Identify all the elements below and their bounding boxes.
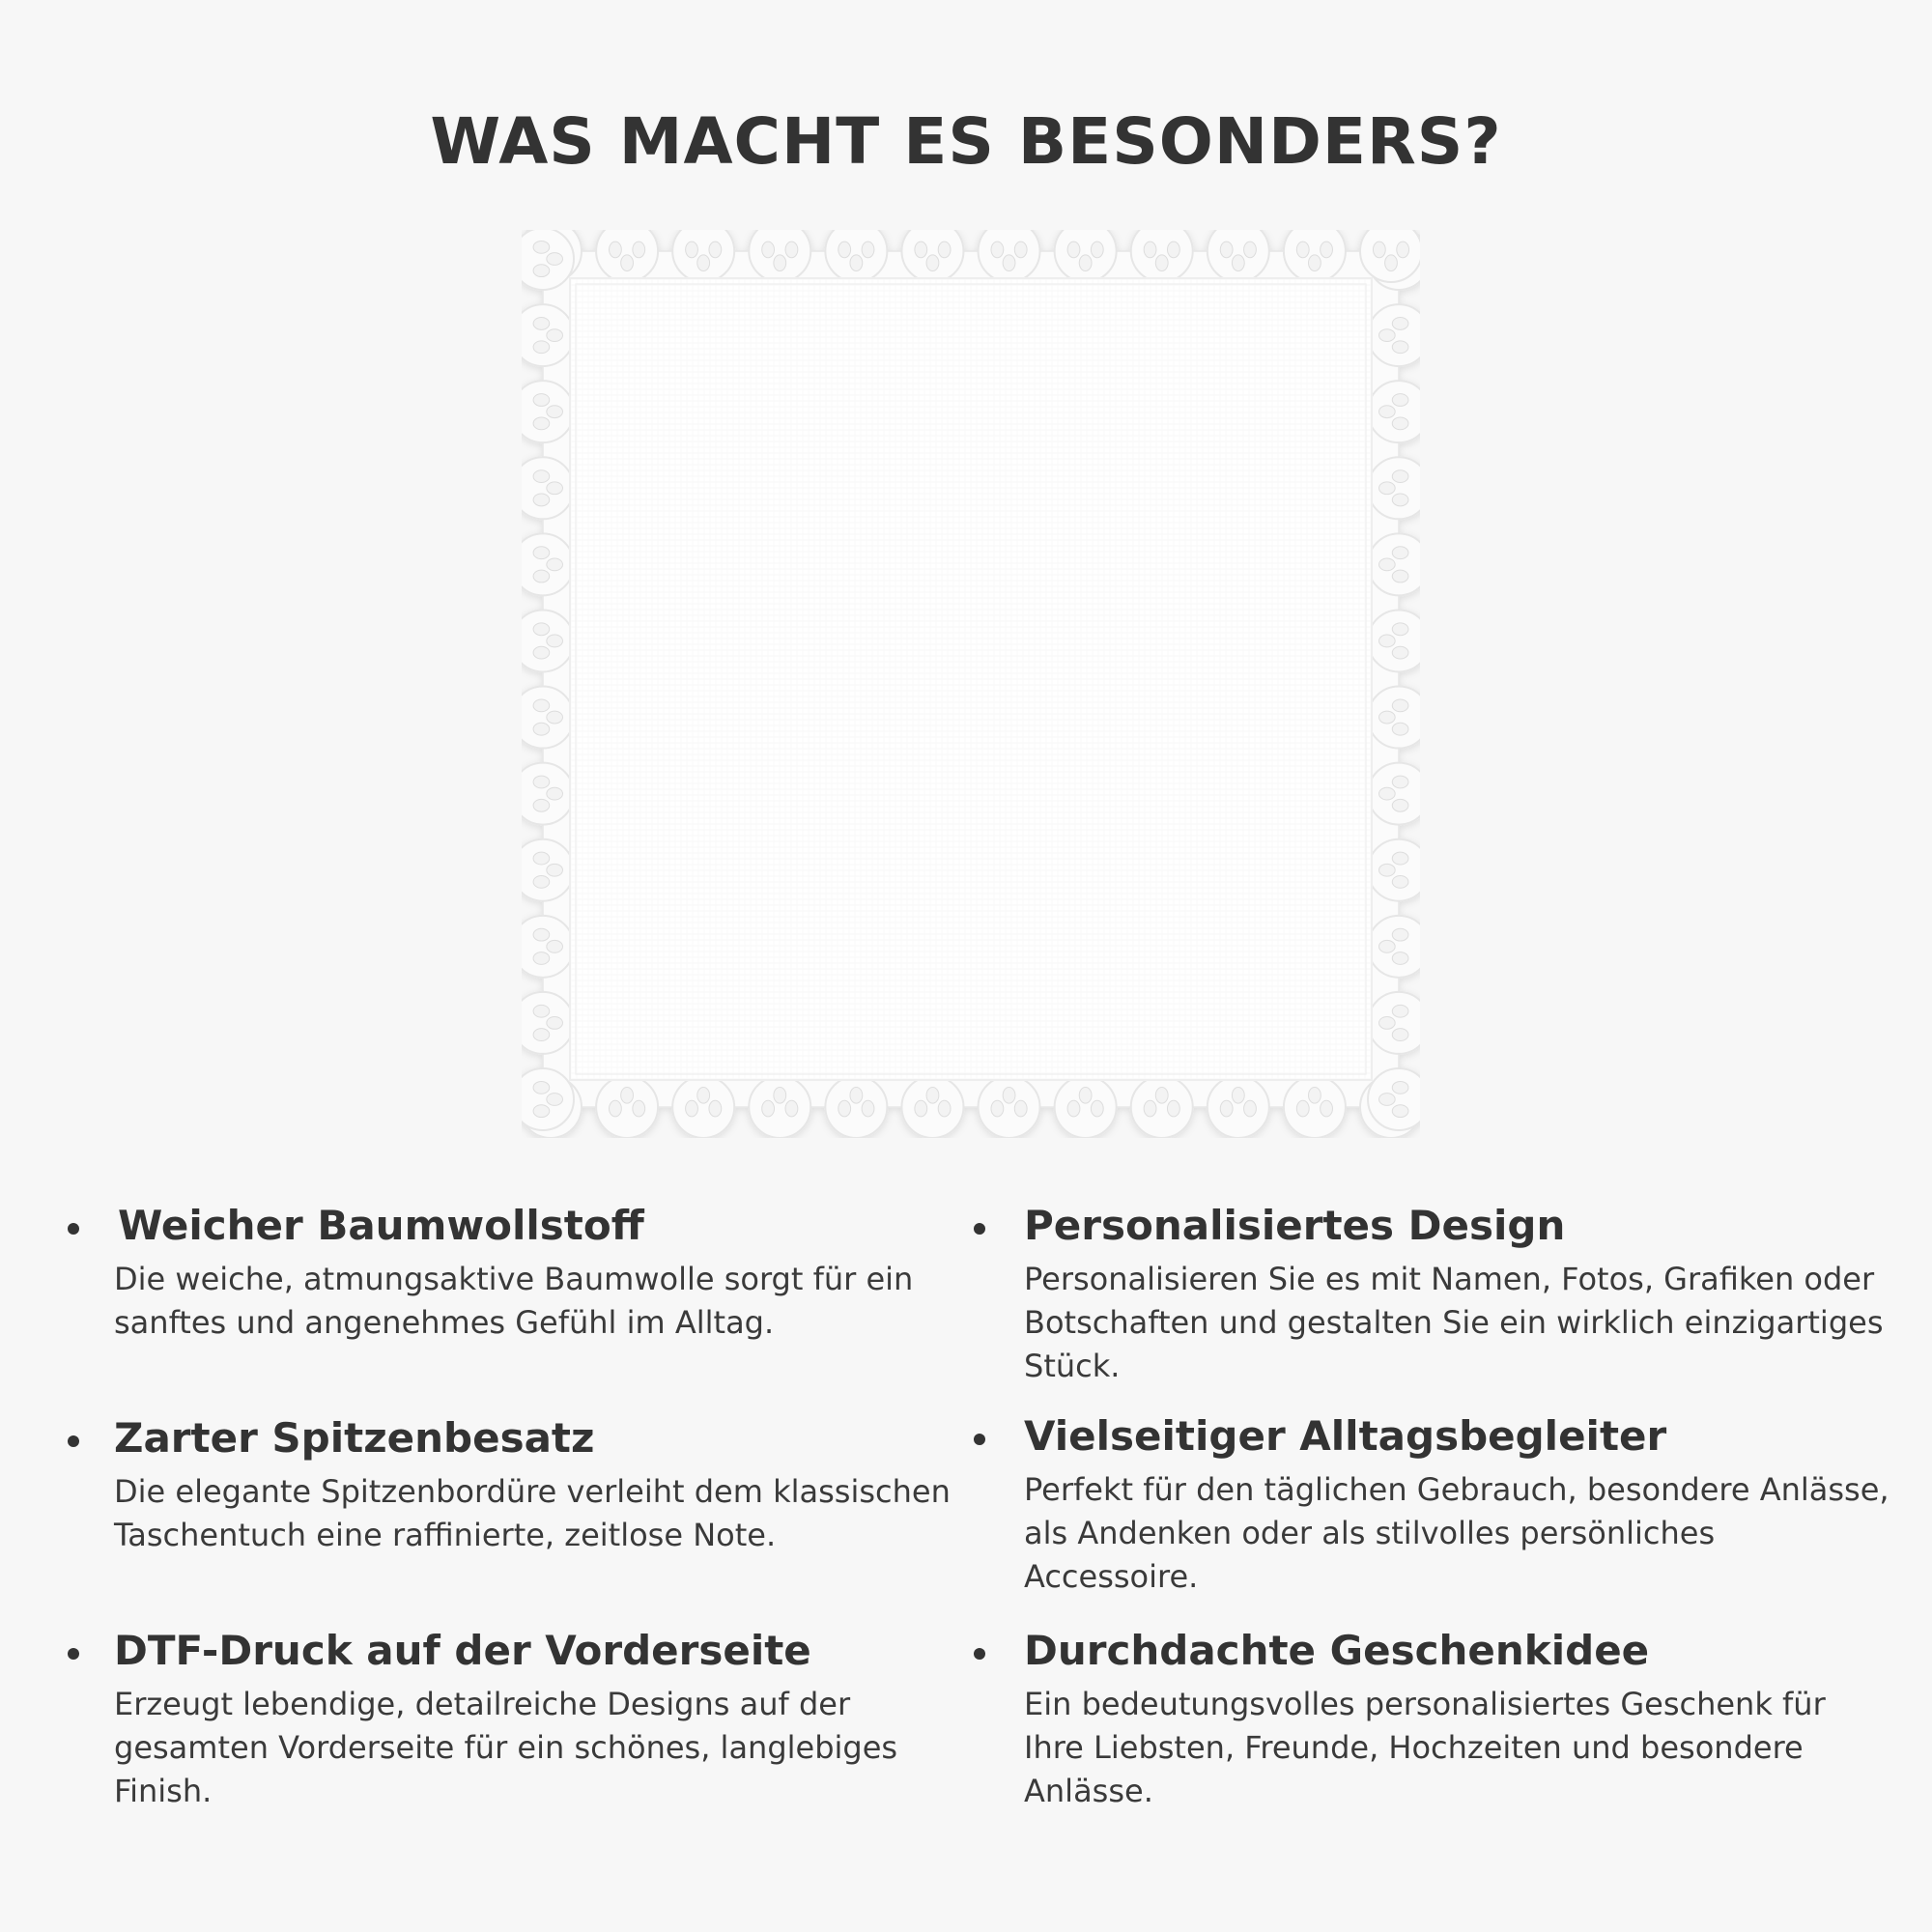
bullet-icon [68, 1223, 79, 1235]
lace-scallop [1284, 230, 1346, 282]
lace-scallop [522, 230, 574, 290]
lace-scallop [1208, 230, 1269, 282]
feature-item [114, 1410, 983, 1557]
lace-scallop [825, 1076, 887, 1138]
lace-scallop [979, 1076, 1040, 1138]
lace-scallop [1368, 687, 1420, 749]
feature-description: Ein bedeutungsvolles personalisiertes Geschenk für Ihre Liebsten, Freunde, Hochzeiten und besondere Anlässe. [1024, 1686, 1826, 1809]
feature-item [1024, 1198, 1893, 1388]
lace-scallop [522, 610, 574, 671]
lace-scallop [1131, 230, 1193, 282]
lace-scallop [1368, 1068, 1420, 1130]
feature-item [1024, 1408, 1893, 1599]
lace-scallop [1368, 916, 1420, 978]
lace-scallop [522, 992, 574, 1054]
feature-item [114, 1623, 983, 1813]
bullet-icon [974, 1223, 985, 1235]
lace-scallop [596, 230, 658, 282]
lace-scallop [522, 839, 574, 901]
lace-scallop [522, 763, 574, 825]
lace-scallop [1368, 839, 1420, 901]
bullet-icon [68, 1648, 79, 1660]
lace-scallop [672, 1076, 734, 1138]
feature-description: Erzeugt lebendige, detailreiche Designs auf der gesamten Vorderseite für ein schönes, langlebiges Finish. [114, 1686, 898, 1809]
lace-scallop [825, 230, 887, 282]
lace-scallop [901, 230, 963, 282]
lace-scallop [1368, 992, 1420, 1054]
lace-scallop [1131, 1076, 1193, 1138]
bullet-icon [68, 1435, 79, 1447]
lace-scallop [1368, 381, 1420, 442]
handkerchief-illustration [522, 230, 1420, 1138]
bullet-icon [974, 1648, 985, 1660]
page-title: WAS MACHT ES BESONDERS? [430, 104, 1502, 179]
lace-scallop [596, 1076, 658, 1138]
handkerchief-image [522, 230, 1420, 1138]
lace-scallop [1208, 1076, 1269, 1138]
lace-scallop [1055, 230, 1117, 282]
feature-title: Durchdachte Geschenkidee [1024, 1627, 1650, 1674]
feature-title: Weicher Baumwollstoff [118, 1202, 644, 1249]
lace-scallop [1368, 457, 1420, 519]
lace-scallop [749, 1076, 810, 1138]
lace-scallop [522, 457, 574, 519]
lace-scallop [672, 230, 734, 282]
feature-title: DTF-Druck auf der Vorderseite [114, 1627, 811, 1674]
lace-scallop [1284, 1076, 1346, 1138]
lace-scallop [901, 1076, 963, 1138]
lace-scallop [522, 533, 574, 595]
feature-description: Personalisieren Sie es mit Namen, Fotos, Grafiken oder Botschaften und gestalten Sie ein wirklich einzigartiges Stück. [1024, 1261, 1884, 1384]
lace-scallop [749, 230, 810, 282]
lace-scallop [522, 687, 574, 749]
feature-description: Die weiche, atmungsaktive Baumwolle sorgt für ein sanftes und angenehmes Gefühl im Alltag. [114, 1261, 914, 1341]
lace-scallop [522, 1068, 574, 1130]
lace-scallop [1360, 230, 1420, 282]
lace-scallop [1368, 304, 1420, 366]
feature-title: Zarter Spitzenbesatz [114, 1414, 595, 1462]
feature-title: Personalisiertes Design [1024, 1202, 1566, 1249]
lace-scallop [1368, 610, 1420, 671]
feature-title: Vielseitiger Alltagsbegleiter [1024, 1412, 1667, 1460]
bullet-icon [974, 1434, 985, 1445]
lace-scallop [1368, 533, 1420, 595]
feature-description: Die elegante Spitzenbordüre verleiht dem klassischen Taschentuch eine raffinierte, zeitlose Note. [114, 1473, 951, 1553]
feature-item [116, 1198, 985, 1345]
lace-scallop [522, 381, 574, 442]
lace-scallop [522, 304, 574, 366]
fabric-panel [570, 278, 1372, 1080]
feature-description: Perfekt für den täglichen Gebrauch, besondere Anlässe, als Andenken oder als stilvolles persönliches Accessoire. [1024, 1471, 1889, 1595]
feature-item [1024, 1623, 1893, 1813]
lace-scallop [1368, 763, 1420, 825]
lace-scallop [1055, 1076, 1117, 1138]
lace-scallop [522, 916, 574, 978]
lace-scallop [979, 230, 1040, 282]
